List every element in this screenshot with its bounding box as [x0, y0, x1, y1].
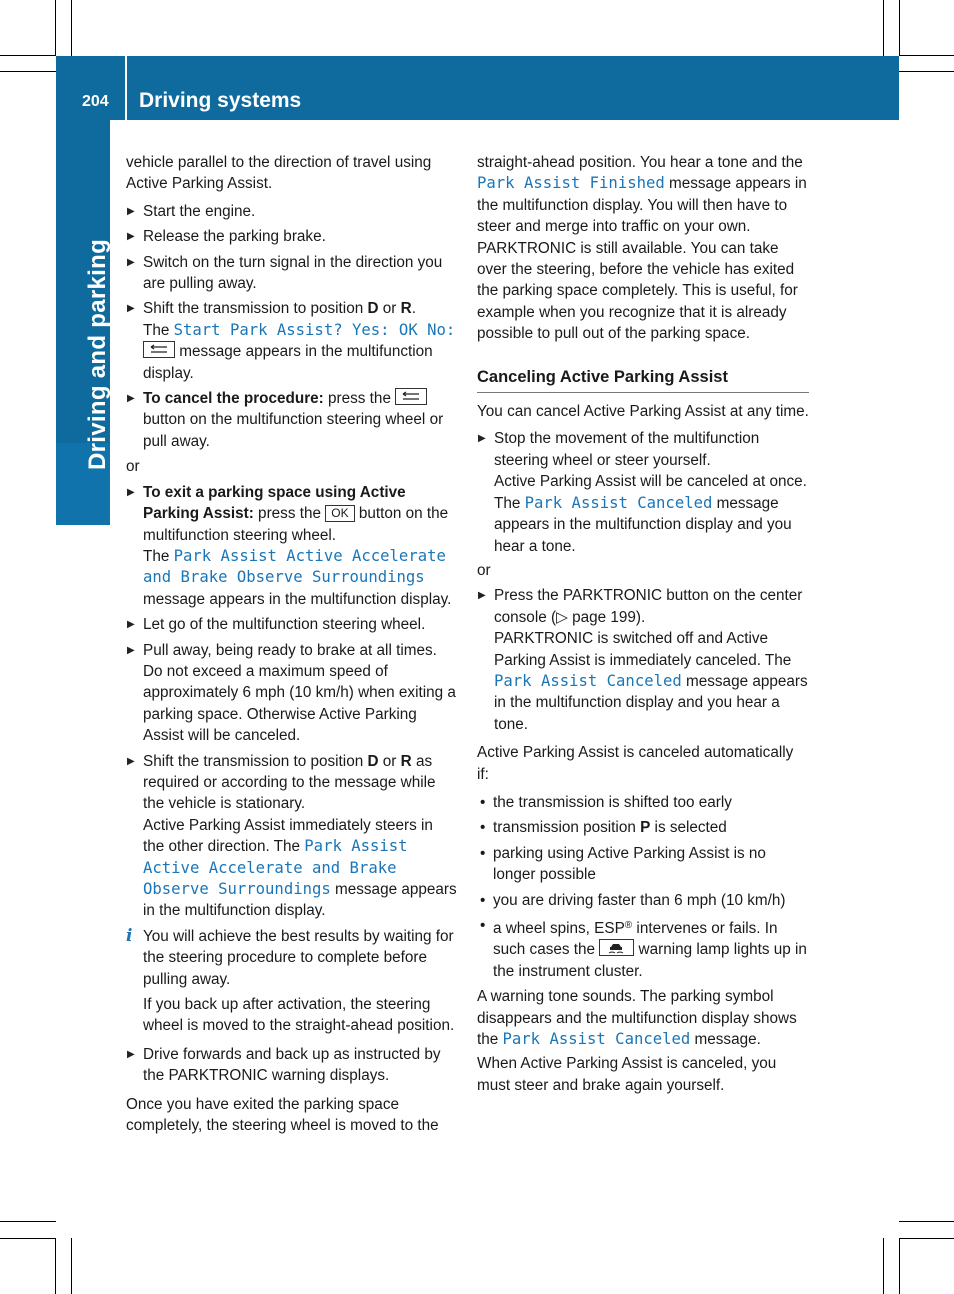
info-note — [126, 926, 458, 1037]
step-shift-transmission — [126, 298, 458, 384]
crop-mark — [55, 1238, 56, 1294]
step-text: Stop the movement of the multifunction steering wheel or steer yourself. — [494, 430, 760, 469]
step-cancel-procedure — [126, 388, 458, 452]
step-text: message appears in the multifunction display. — [143, 590, 452, 608]
gear-p: P — [640, 819, 651, 837]
crop-mark — [899, 71, 954, 72]
step-text: Shift the transmission to position — [143, 300, 368, 318]
crop-mark — [899, 55, 954, 56]
display-message: Park Assist Active Accelerate and Brake Observe Surroundings — [143, 546, 446, 587]
list-text: a wheel spins, ESP — [493, 920, 625, 937]
intro-paragraph: vehicle parallel to the direction of travel using Active Parking Assist. — [126, 154, 432, 193]
crop-mark — [883, 1238, 884, 1294]
page-number: 204 — [82, 93, 109, 110]
back-button-icon — [143, 341, 175, 358]
list-text: warning lamp lights up in the instrument cluster. — [493, 941, 807, 980]
step-text: as required or according to the message while the vehicle is stationary. — [143, 752, 436, 813]
step-stop-wheel — [477, 428, 809, 556]
crop-mark — [0, 55, 56, 56]
step-text: button on the multifunction steering wheel. — [143, 505, 449, 544]
crop-mark — [0, 1221, 56, 1222]
step-lead: To exit a parking space using Active Parking Assist: — [143, 483, 406, 523]
step-press-parktronic — [477, 585, 809, 735]
section-heading: Canceling Active Parking Assist — [477, 367, 809, 393]
crop-mark — [899, 1238, 900, 1294]
or-separator: or — [126, 458, 140, 476]
continuation-paragraph — [477, 152, 809, 345]
list-item — [477, 915, 809, 982]
step-start-engine: ▶ Start the engine. — [126, 201, 458, 222]
step-text: message appears in the multifunction display and you hear a tone. — [494, 494, 792, 555]
step-text: message appears in the multifunction display and you hear a tone. — [494, 672, 808, 733]
step-text: The — [143, 547, 174, 565]
paragraph-text: message. — [690, 1031, 761, 1049]
crop-mark — [899, 1221, 954, 1222]
gear-d: D — [367, 752, 379, 770]
step-release-brake: ▶ Release the parking brake. — [126, 226, 458, 247]
paragraph-text: A warning tone sounds. The parking symbol disappears and the multifunction display shows the — [477, 988, 797, 1049]
back-button-icon — [395, 388, 427, 405]
step-text: or — [378, 300, 401, 318]
header-divider — [125, 56, 127, 120]
step-text: button on the multifunction steering wheel or pull away. — [143, 411, 444, 450]
list-text: intervenes or fails. In such cases the — [493, 920, 778, 959]
crop-mark — [55, 0, 56, 56]
step-let-go-wheel: ▶ Let go of the multifunction steering wheel. — [126, 614, 458, 635]
or-separator: or — [477, 561, 491, 579]
step-text: Shift the transmission to position — [143, 752, 368, 770]
registered-mark: ® — [624, 920, 633, 931]
step-text: message appears in the multifunction display. — [143, 343, 433, 382]
step-turn-signal: ▶ Switch on the turn signal in the direction you are pulling away. — [126, 252, 458, 295]
step-text: . — [411, 300, 416, 318]
step-text: Active Parking Assist will be canceled at once. The — [494, 473, 807, 512]
step-text: PARKTRONIC is switched off and Active Parking Assist is immediately canceled. The — [494, 630, 792, 669]
crop-mark — [899, 0, 900, 56]
step-text: message appears in the multifunction display. — [143, 881, 457, 920]
display-message: Park Assist Canceled — [524, 493, 713, 512]
step-text: Active Parking Assist immediately steers in the other direction. The — [143, 816, 433, 856]
display-message: Park Assist Canceled — [502, 1030, 691, 1049]
step-text: or — [378, 752, 401, 770]
side-tab-label: Driving and parking — [84, 238, 111, 470]
crop-mark — [883, 0, 884, 56]
list-item — [477, 817, 809, 838]
crop-mark — [0, 71, 56, 72]
step-drive-forwards: ▶ Drive forwards and back up as instructed by the PARKTRONIC warning displays. — [126, 1044, 458, 1087]
step-text: Press the PARKTRONIC button on the center console (▷ page 199). — [494, 587, 803, 626]
display-message: Start Park Assist? Yes: OK No: — [173, 320, 456, 339]
gear-r: R — [400, 300, 412, 318]
paragraph-text: straight-ahead position. You hear a tone and the — [477, 154, 803, 171]
crop-mark — [71, 0, 72, 56]
step-lead: To cancel the procedure: — [143, 390, 324, 408]
step-text: press the — [323, 390, 396, 408]
right-column — [477, 152, 809, 1096]
crop-mark — [0, 1238, 56, 1239]
list-item: • you are driving faster than 6 mph (10 km/h) — [477, 890, 809, 911]
step-text: press the — [253, 505, 326, 523]
step-shift-again — [126, 751, 458, 922]
display-message: Park Assist Finished — [477, 174, 665, 193]
info-icon: i — [126, 925, 133, 946]
list-item: • the transmission is shifted too early — [477, 792, 809, 813]
section-intro: You can cancel Active Parking Assist at any time. — [477, 403, 809, 421]
display-message: Park Assist Canceled — [494, 671, 682, 690]
gear-r: R — [400, 752, 412, 770]
info-text: If you back up after activation, the steering wheel is moved to the straight-ahead position. — [143, 996, 455, 1035]
skidding-car-warning-icon — [599, 939, 634, 956]
paragraph-text: message appears in the multifunction display. You will then have to steer and merge into traffic on your own. PARKTRONIC is still available. You can take over the steering, before the vehicle has exited the parking space completely. This is useful, for example when you recognize that it is already possible to pull out of the parking space. — [477, 175, 807, 343]
list-item: • parking using Active Parking Assist is no longer possible — [477, 843, 809, 886]
step-text: The — [143, 321, 174, 339]
final-paragraph: When Active Parking Assist is canceled, you must steer and brake again yourself. — [477, 1055, 777, 1094]
crop-mark — [71, 1238, 72, 1294]
gear-d: D — [367, 300, 379, 318]
list-text: is selected — [650, 819, 727, 837]
closing-paragraph: Once you have exited the parking space completely, the steering wheel is moved to the — [126, 1095, 439, 1135]
auto-cancel-intro: Active Parking Assist is canceled automatically if: — [477, 744, 794, 783]
page-title: Driving systems — [139, 89, 302, 112]
crop-mark — [899, 1238, 954, 1239]
warning-tone-paragraph — [477, 986, 809, 1050]
display-message: Park Assist Active Accelerate and Brake Observe Surroundings — [143, 837, 408, 898]
step-exit-parking-space — [126, 482, 458, 610]
ok-key: OK — [325, 505, 354, 522]
left-column — [126, 152, 458, 1136]
step-pull-away: ▶ Pull away, being ready to brake at all times. Do not exceed a maximum speed of approximately 6 mph (10 km/h) when exiting a parking space. Otherwise Active Parking Assist will be canceled. — [126, 640, 458, 747]
info-text: You will achieve the best results by waiting for the steering procedure to complete before pulling away. — [143, 927, 454, 988]
list-text: transmission position — [493, 819, 641, 837]
